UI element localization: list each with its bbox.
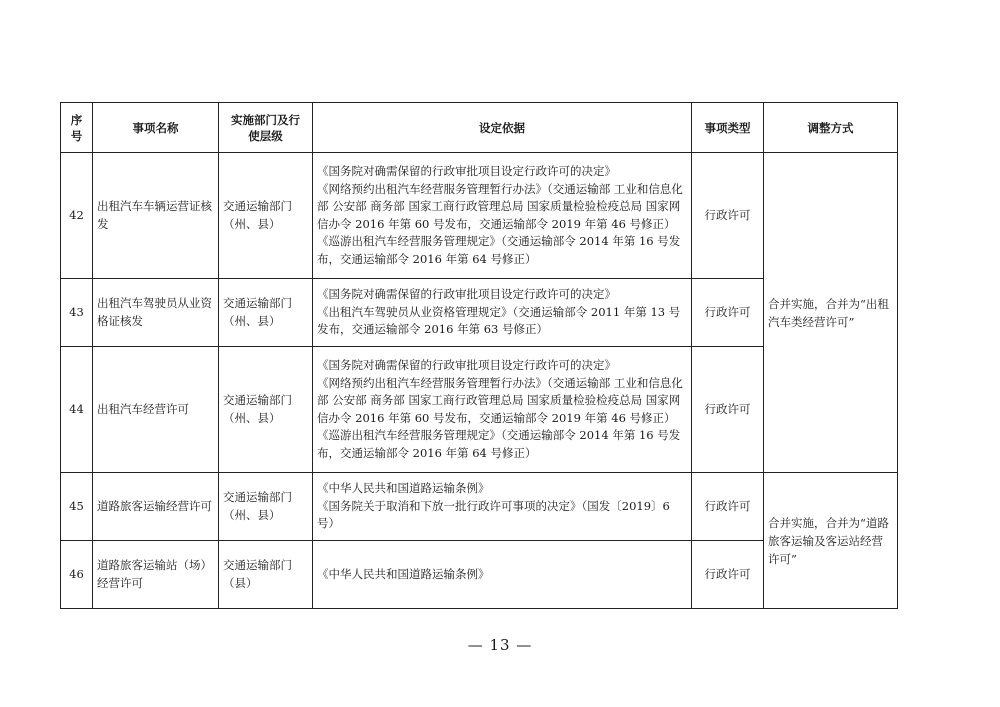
adjust-group: 合并实施，合并为“出租汽车类经营许可” xyxy=(764,153,898,473)
row-dept: 交通运输部门（州、县） xyxy=(219,473,313,541)
basis-line: 《国务院对确需保留的行政审批项目设定行政许可的决定》 xyxy=(317,358,616,372)
basis-line: 《巡游出租汽车经营服务管理规定》（交通运输部令 2014 年第 16 号发布，交通运输部令 2016 年第 64 号修正） xyxy=(317,428,681,460)
row-no: 45 xyxy=(61,473,93,541)
header-adjust: 调整方式 xyxy=(764,103,898,153)
basis-line: 《中华人民共和国道路运输条例》 xyxy=(317,481,490,496)
row-type: 行政许可 xyxy=(692,347,764,473)
row-basis xyxy=(313,279,692,347)
row-name: 出租汽车车辆运营证核发 xyxy=(93,153,219,279)
header-row xyxy=(61,103,898,153)
row-basis xyxy=(313,473,692,541)
basis-line: 《国务院对确需保留的行政审批项目设定行政许可的决定》 xyxy=(317,287,616,302)
basis-line: 《网络预约出租汽车经营服务管理暂行办法》（交通运输部 工业和信息化部 公安部 商务部 国家工商行政管理总局 国家质量检验检疫总局 国家网信办令 2016 年第 60 号发布，交通运输部令 2019 年第 46 号修正） xyxy=(317,375,683,425)
permit-table xyxy=(60,102,898,609)
row-no: 42 xyxy=(61,153,93,279)
row-no: 43 xyxy=(61,279,93,347)
header-basis: 设定依据 xyxy=(313,103,692,153)
row-name: 道路旅客运输站（场）经营许可 xyxy=(93,541,219,609)
header-no: 序号 xyxy=(61,103,93,153)
row-basis xyxy=(313,347,692,473)
row-name: 道路旅客运输经营许可 xyxy=(93,473,219,541)
adjust-group: 合并实施，合并为“道路旅客运输及客运站经营许可” xyxy=(764,473,898,609)
header-name: 事项名称 xyxy=(93,103,219,153)
basis-line: 《国务院关于取消和下放一批行政许可事项的决定》（国发〔2019〕6 号） xyxy=(317,498,670,531)
row-type: 行政许可 xyxy=(692,473,764,541)
page-number: — 13 — xyxy=(467,636,533,654)
table-row xyxy=(61,473,898,541)
row-name: 出租汽车驾驶员从业资格证核发 xyxy=(93,279,219,347)
basis-line: 《出租汽车驾驶员从业资格管理规定》（交通运输部令 2011 年第 13 号发布，交通运输部令 2016 年第 63 号修正） xyxy=(317,304,681,337)
row-basis xyxy=(313,153,692,279)
basis-line: 《中华人民共和国道路运输条例》 xyxy=(317,566,490,581)
row-type: 行政许可 xyxy=(692,279,764,347)
basis-line: 《网络预约出租汽车经营服务管理暂行办法》（交通运输部 工业和信息化部 公安部 商务部 国家工商行政管理总局 国家质量检验检疫总局 国家网信办令 2016 年第 60 号发布，交通运输部令 2019 年第 46 号修正） xyxy=(317,181,683,231)
row-no: 44 xyxy=(61,347,93,473)
row-type: 行政许可 xyxy=(692,541,764,609)
row-dept: 交通运输部门（州、县） xyxy=(219,347,313,473)
row-type: 行政许可 xyxy=(692,153,764,279)
row-basis xyxy=(313,541,692,609)
row-dept: 交通运输部门（县） xyxy=(219,541,313,609)
table-row xyxy=(61,153,898,279)
header-type: 事项类型 xyxy=(692,103,764,153)
row-name: 出租汽车经营许可 xyxy=(93,347,219,473)
row-no: 46 xyxy=(61,541,93,609)
basis-line: 《巡游出租汽车经营服务管理规定》（交通运输部令 2014 年第 16 号发布，交通运输部令 2016 年第 64 号修正） xyxy=(317,234,681,266)
row-dept: 交通运输部门（州、县） xyxy=(219,279,313,347)
header-dept: 实施部门及行使层级 xyxy=(219,103,313,153)
basis-line: 《国务院对确需保留的行政审批项目设定行政许可的决定》 xyxy=(317,164,616,178)
row-dept: 交通运输部门（州、县） xyxy=(219,153,313,279)
